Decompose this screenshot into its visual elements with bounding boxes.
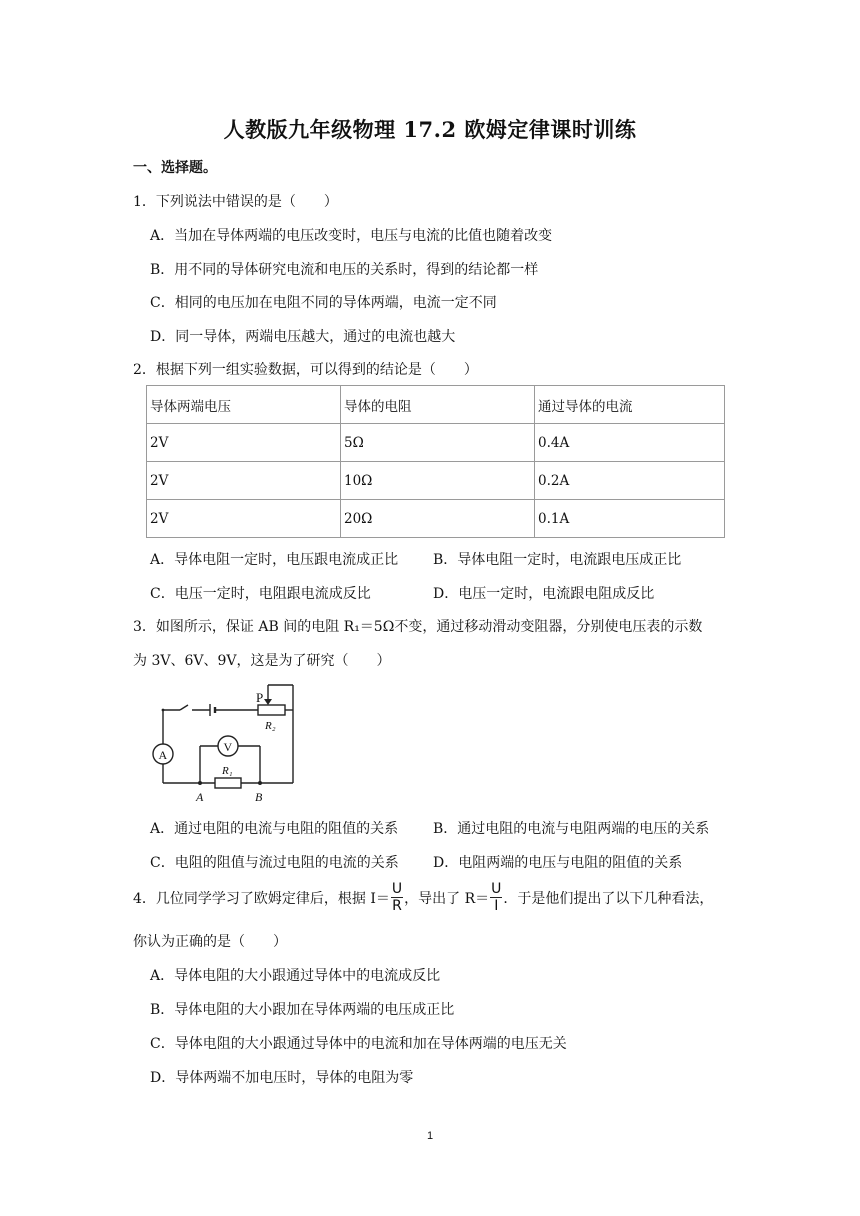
table-header: 导体的电阻 [341,386,535,424]
circuit-diagram [146,678,306,806]
fraction-numerator: U [491,881,502,897]
junction-b [258,781,262,785]
q2-option-a: A．导体电阻一定时，电压跟电流成正比 [150,552,399,568]
q4-stem-line1 [133,882,713,913]
node-b-label: B [255,790,263,804]
q1-option-c: C．相同的电压加在电阻不同的导体两端，电流一定不同 [150,295,497,311]
q3-option-c: C．电阻的阻值与流过电阻的电流的关系 [150,855,399,871]
q4-option-a: A．导体电阻的大小跟通过导体中的电流成反比 [150,968,441,984]
fraction-u-over-r [391,882,403,913]
node-a-label: A [196,790,204,804]
page-title: 人教版九年级物理 17.2 欧姆定律课时训练 [223,117,637,142]
q4-stem-line2: 你认为正确的是（ ） [133,934,287,950]
fraction-denominator: I [494,898,499,914]
switch-pivot [162,709,165,712]
table-row [147,500,725,538]
switch-blade [180,705,188,710]
slider-label: P [256,690,264,705]
q4-stem-b: ，导出了 R＝ [404,890,490,907]
table-cell: 2V [147,424,341,462]
q4-option-b: B．导体电阻的大小跟加在导体两端的电压成正比 [150,1002,455,1018]
data-table [146,385,725,538]
q2-option-d: D．电压一定时，电流跟电阻成反比 [433,586,655,602]
table-cell: 10Ω [341,462,535,500]
q2-option-b: B．导体电阻一定时，电流跟电压成正比 [433,552,682,568]
rheostat-r2 [258,705,285,715]
table-header-row [147,386,725,424]
q1-stem: 1．下列说法中错误的是（ ） [133,194,338,210]
resistor-label: R₁ [222,765,233,777]
junction-a [198,781,202,785]
page-number: 1 [426,1130,434,1142]
table-cell: 5Ω [341,424,535,462]
q4-option-d: D．导体两端不加电压时，导体的电阻为零 [150,1070,414,1086]
table-row [147,424,725,462]
q4-stem-a: 4．几位同学学习了欧姆定律后，根据 I＝ [133,890,390,907]
q1-option-d: D．同一导体，两端电压越大，通过的电流也越大 [150,329,456,345]
section-heading: 一、选择题。 [133,160,217,176]
table-row [147,462,725,500]
q3-option-d: D．电阻两端的电压与电阻的阻值的关系 [433,855,683,871]
voltmeter-label: V [223,740,233,754]
fraction-numerator: U [391,881,403,897]
table-header: 导体两端电压 [147,386,341,424]
table-cell: 2V [147,500,341,538]
q3-stem-line1: 3．如图所示，保证 AB 间的电阻 R₁＝5Ω不变，通过移动滑动变阻器，分别使电压表的示数 [133,619,703,635]
table-cell: 0.2A [535,462,725,500]
fraction-denominator: R [392,898,402,914]
resistor-r1 [215,778,241,788]
table-cell: 0.1A [535,500,725,538]
slider-arrow [264,699,272,705]
fraction-u-over-i [490,882,502,913]
rheostat-label: R₂ [265,720,276,732]
table-header: 通过导体的电流 [535,386,725,424]
q1-option-b: B．用不同的导体研究电流和电压的关系时，得到的结论都一样 [150,262,539,278]
q3-option-a: A．通过电阻的电流与电阻的阻值的关系 [150,821,399,837]
table-cell: 0.4A [535,424,725,462]
q1-option-a: A．当加在导体两端的电压改变时，电压与电流的比值也随着改变 [150,228,553,244]
q4-option-c: C．导体电阻的大小跟通过导体中的电流和加在导体两端的电压无关 [150,1036,567,1052]
q4-stem-c: ．于是他们提出了以下几种看法， [503,890,714,907]
table-cell: 2V [147,462,341,500]
q2-option-c: C．电压一定时，电阻跟电流成反比 [150,586,371,602]
table-cell: 20Ω [341,500,535,538]
q2-stem: 2．根据下列一组实验数据，可以得到的结论是（ ） [133,362,478,378]
q3-option-b: B．通过电阻的电流与电阻两端的电压的关系 [433,821,710,837]
ammeter-label: A [158,748,168,762]
q3-stem-line2: 为 3V、6V、9V，这是为了研究（ ） [133,653,391,669]
